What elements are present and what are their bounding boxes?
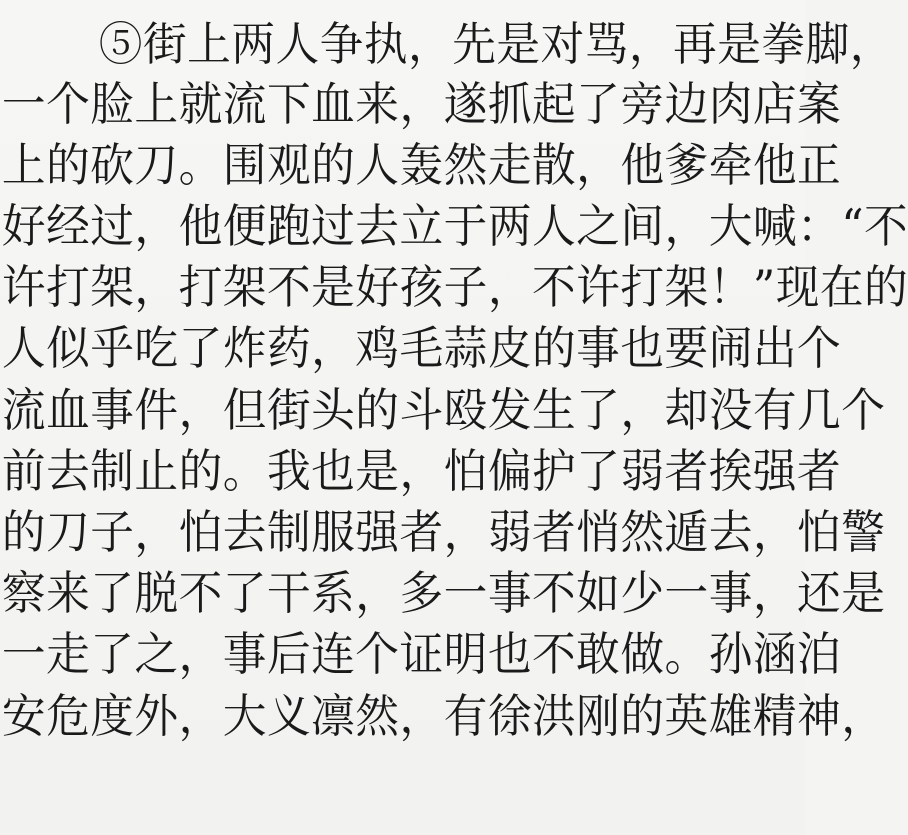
text-line-6 xyxy=(0,318,842,378)
text-line-12-content: 安危度外，大义凛然，有徐洪刚的英雄精神， xyxy=(1,689,886,743)
text-line-12 xyxy=(0,686,886,746)
text-line-8-content: 前去制止的。我也是，怕偏护了弱者挨强者 xyxy=(1,444,842,498)
text-line-10 xyxy=(0,563,886,623)
text-line-2-content: 一个脸上就流下血来，遂抓起了旁边肉店案 xyxy=(1,77,842,131)
text-line-7-content: 流血事件，但街头的斗殴发生了，却没有几个 xyxy=(1,383,886,437)
text-line-5 xyxy=(0,257,908,317)
text-line-1 xyxy=(0,14,894,74)
text-line-7 xyxy=(0,380,886,440)
text-line-11 xyxy=(0,624,842,684)
text-line-13 xyxy=(0,747,805,807)
text-line-3-content: 上的砍刀。围观的人轰然走散，他爹牵他正 xyxy=(1,138,842,192)
text-line-1-content: ⑤街上两人争执，先是对骂，再是拳脚， xyxy=(98,17,894,71)
text-line-9-content: 的刀子，怕去制服强者，弱者悄然遁去，怕警 xyxy=(1,505,886,559)
text-line-9 xyxy=(0,502,886,562)
text-line-4 xyxy=(0,196,908,256)
text-line-6-content: 人似乎吃了炸药，鸡毛蒜皮的事也要闹出个 xyxy=(1,321,842,375)
text-line-11-content: 一走了之，事后连个证明也不敢做。孙涵泊 xyxy=(1,627,842,681)
text-line-8 xyxy=(0,441,842,501)
text-line-2 xyxy=(0,74,842,134)
text-line-3 xyxy=(0,135,842,195)
text-line-5-content: 许打架，打架不是好孩子，不许打架！”现在的 xyxy=(1,260,908,314)
text-line-4-content: 好经过，他便跑过去立于两人之间，大喊：“不 xyxy=(1,199,908,253)
text-line-10-content: 察来了脱不了干系，多一事不如少一事，还是 xyxy=(1,566,886,620)
